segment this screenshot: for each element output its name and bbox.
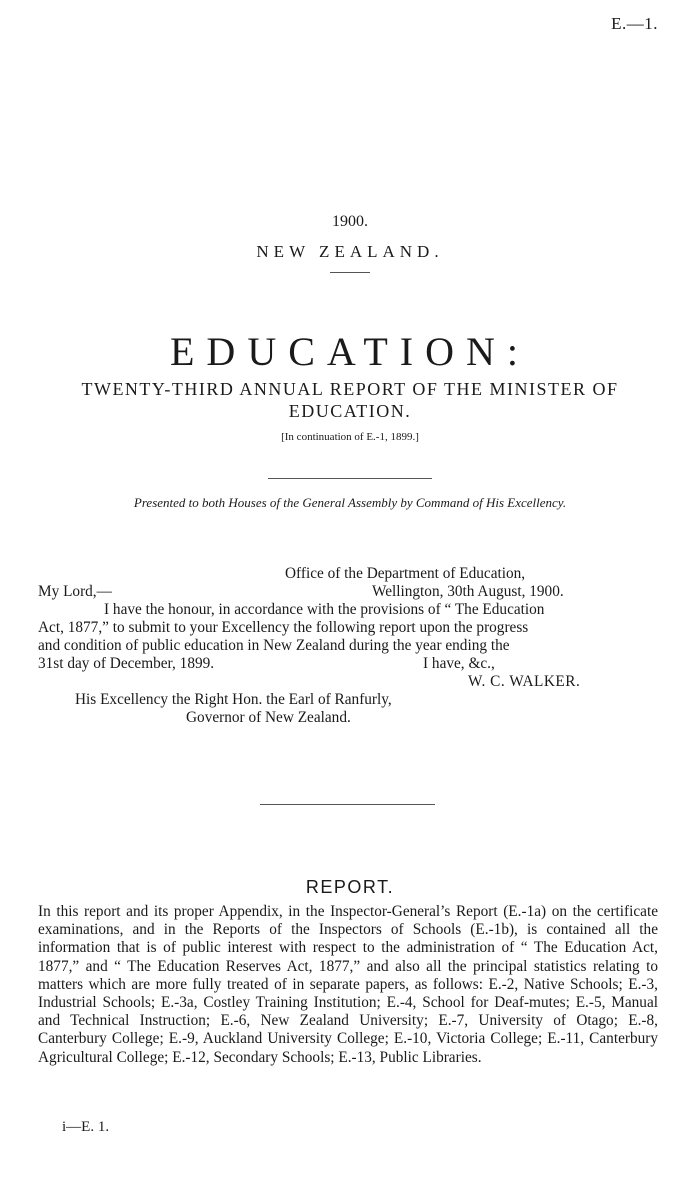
letter-signature: W. C. WALKER.	[468, 673, 581, 690]
page-identifier: E.—1.	[611, 14, 658, 33]
report-heading: REPORT.	[305, 877, 395, 897]
letter-office: Office of the Department of Education,	[285, 565, 526, 582]
letter-body-line: I have the honour, in accordance with the provisions of “ The Education	[104, 601, 545, 618]
document-title: EDUCATION:	[170, 329, 530, 374]
country-heading: NEW ZEALAND.	[256, 242, 444, 261]
letter-body-line: and condition of public education in New Zealand during the year ending the	[38, 637, 510, 654]
letter-addressee: Governor of New Zealand.	[186, 709, 351, 726]
document-subtitle: TWENTY-THIRD ANNUAL REPORT OF THE MINISTER OF EDUCATION.	[81, 379, 619, 421]
letter-salutation: My Lord,—	[38, 583, 112, 600]
letter-date: Wellington, 30th August, 1900.	[372, 583, 564, 600]
letter-closing: I have, &c.,	[423, 655, 495, 672]
continuation-note: [In continuation of E.-1, 1899.]	[281, 431, 419, 443]
divider-section	[260, 804, 435, 805]
divider-short	[330, 272, 370, 273]
presented-note: Presented to both Houses of the General Assembly by Command of His Excellency.	[133, 495, 567, 510]
letter-body-line: Act, 1877,” to submit to your Excellency the following report upon the progress	[38, 619, 529, 636]
report-year: 1900.	[332, 213, 368, 230]
divider-presented	[268, 478, 432, 479]
letter-body-line: 31st day of December, 1899.	[38, 655, 215, 672]
letter-addressee: His Excellency the Right Hon. the Earl of Ranfurly,	[75, 691, 392, 708]
report-body: In this report and its proper Appendix, in the Inspector-General’s Report (E.-1a) on the certificate examinations, and in the Reports of the Inspectors of Schools (E.-1b), is contained all the information that is of public interest with respect to the administration of “ The Education Act, 1877,” and “ The Education Reserves Act, 1877,” and also all the principal statistics relating to matters which are more fully treated of in separate papers, as follows: E.-2, Native Schools; E.-3, Industrial Schools; E.-3a, Costley Training Institution; E.-4, School for Deaf-mutes; E.-5, Manual and Technical Instruction; E.-6, New Zealand University; E.-7, University of Otago; E.-8, Canterbury College; E.-9, Auckland University College; E.-10, Victoria College; E.-11, Canterbury Agricultural College; E.-12, Secondary Schools; E.-13, Public Libraries.	[38, 903, 658, 1066]
printer-signature: i—E. 1.	[62, 1119, 110, 1135]
